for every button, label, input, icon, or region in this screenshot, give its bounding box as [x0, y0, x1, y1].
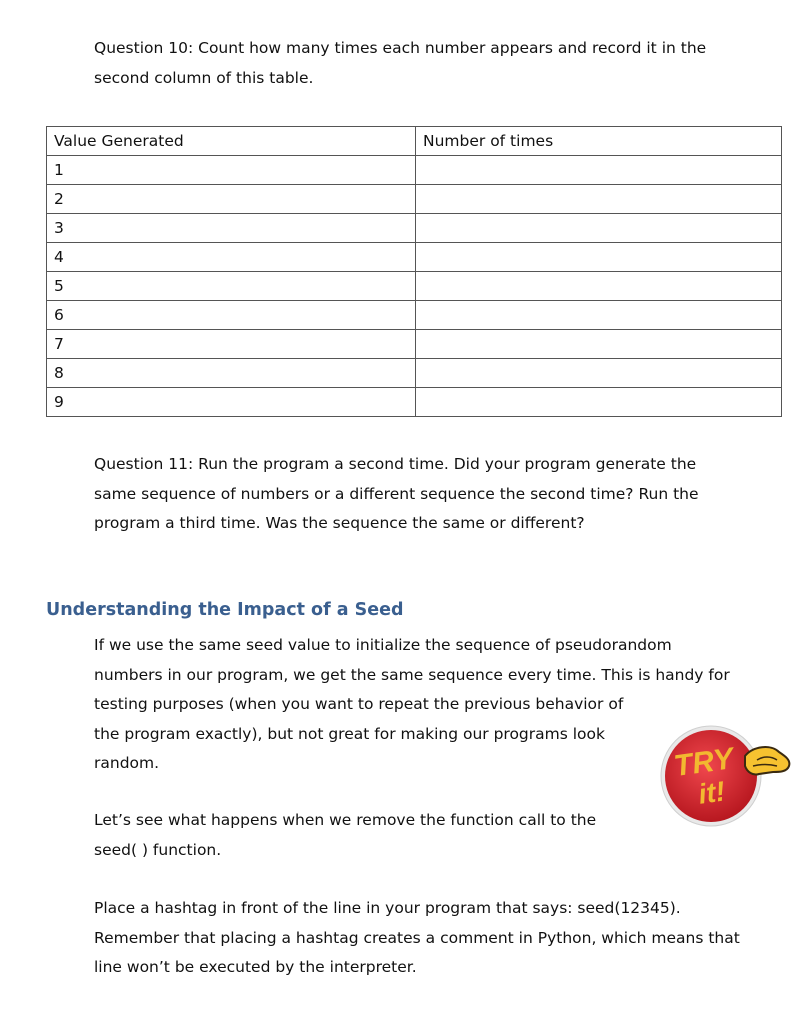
text-line: the program exactly), but not great for making our programs look — [94, 724, 605, 743]
section-heading: Understanding the Impact of a Seed — [46, 600, 404, 620]
count-table — [46, 126, 782, 417]
text-line: random. — [94, 754, 160, 772]
remove-seed-paragraph — [94, 806, 596, 865]
table-row — [47, 214, 782, 243]
count-cell — [416, 156, 782, 185]
text-line: seed( ) function. — [94, 840, 222, 859]
value-cell: 8 — [47, 359, 416, 388]
value-cell: 4 — [47, 243, 416, 272]
text-line: Question 10: Count how many times each number appears and record it in the — [94, 39, 707, 57]
try-it-badge-graphic — [653, 716, 793, 836]
table-row — [47, 272, 782, 301]
count-cell — [416, 301, 782, 330]
seed-explanation-paragraph — [94, 631, 730, 779]
text-line: testing purposes (when you want to repeat the previous behavior of — [94, 695, 624, 713]
hashtag-instruction-paragraph — [94, 894, 740, 983]
table-row — [47, 359, 782, 388]
count-cell — [416, 214, 782, 243]
table-row — [47, 156, 782, 185]
text-line: program a third time. Was the sequence the same or different? — [94, 514, 585, 532]
column-header-value-generated: Value Generated — [47, 127, 416, 156]
table-row — [47, 330, 782, 359]
value-cell: 2 — [47, 185, 416, 214]
text-line: Let’s see what happens when we remove the function call to the — [94, 811, 597, 829]
count-cell — [416, 272, 782, 301]
question-10-text — [94, 34, 706, 93]
try-it-badge — [653, 716, 793, 836]
value-cell: 3 — [47, 214, 416, 243]
text-line: line won’t be executed by the interpreter. — [94, 958, 417, 976]
value-cell: 6 — [47, 301, 416, 330]
text-line: numbers in our program, we get the same sequence every time. This is handy for — [94, 665, 730, 684]
value-cell: 1 — [47, 156, 416, 185]
text-line: If we use the same seed value to initialize the sequence of pseudorandom — [94, 636, 672, 654]
text-line: Place a hashtag in front of the line in your program that says: seed(12345). — [94, 899, 681, 917]
count-cell — [416, 388, 782, 417]
text-line: second column of this table. — [94, 68, 314, 87]
text-line: same sequence of numbers or a different sequence the second time? Run the — [94, 484, 699, 503]
question-11-text — [94, 450, 699, 539]
pointing-hand-icon — [745, 747, 789, 774]
text-line: Remember that placing a hashtag creates a comment in Python, which means that — [94, 928, 740, 947]
count-cell — [416, 243, 782, 272]
column-header-number-of-times: Number of times — [416, 127, 782, 156]
value-cell: 7 — [47, 330, 416, 359]
count-cell — [416, 359, 782, 388]
text-line: Question 11: Run the program a second time. Did your program generate the — [94, 455, 697, 473]
badge-text-try: TRY — [671, 742, 736, 784]
count-cell — [416, 330, 782, 359]
table-row — [47, 388, 782, 417]
table-row — [47, 185, 782, 214]
badge-text-it: it! — [696, 775, 727, 810]
count-cell — [416, 185, 782, 214]
table-row — [47, 243, 782, 272]
value-cell: 9 — [47, 388, 416, 417]
value-cell: 5 — [47, 272, 416, 301]
table-row — [47, 301, 782, 330]
table-header-row — [47, 127, 782, 156]
